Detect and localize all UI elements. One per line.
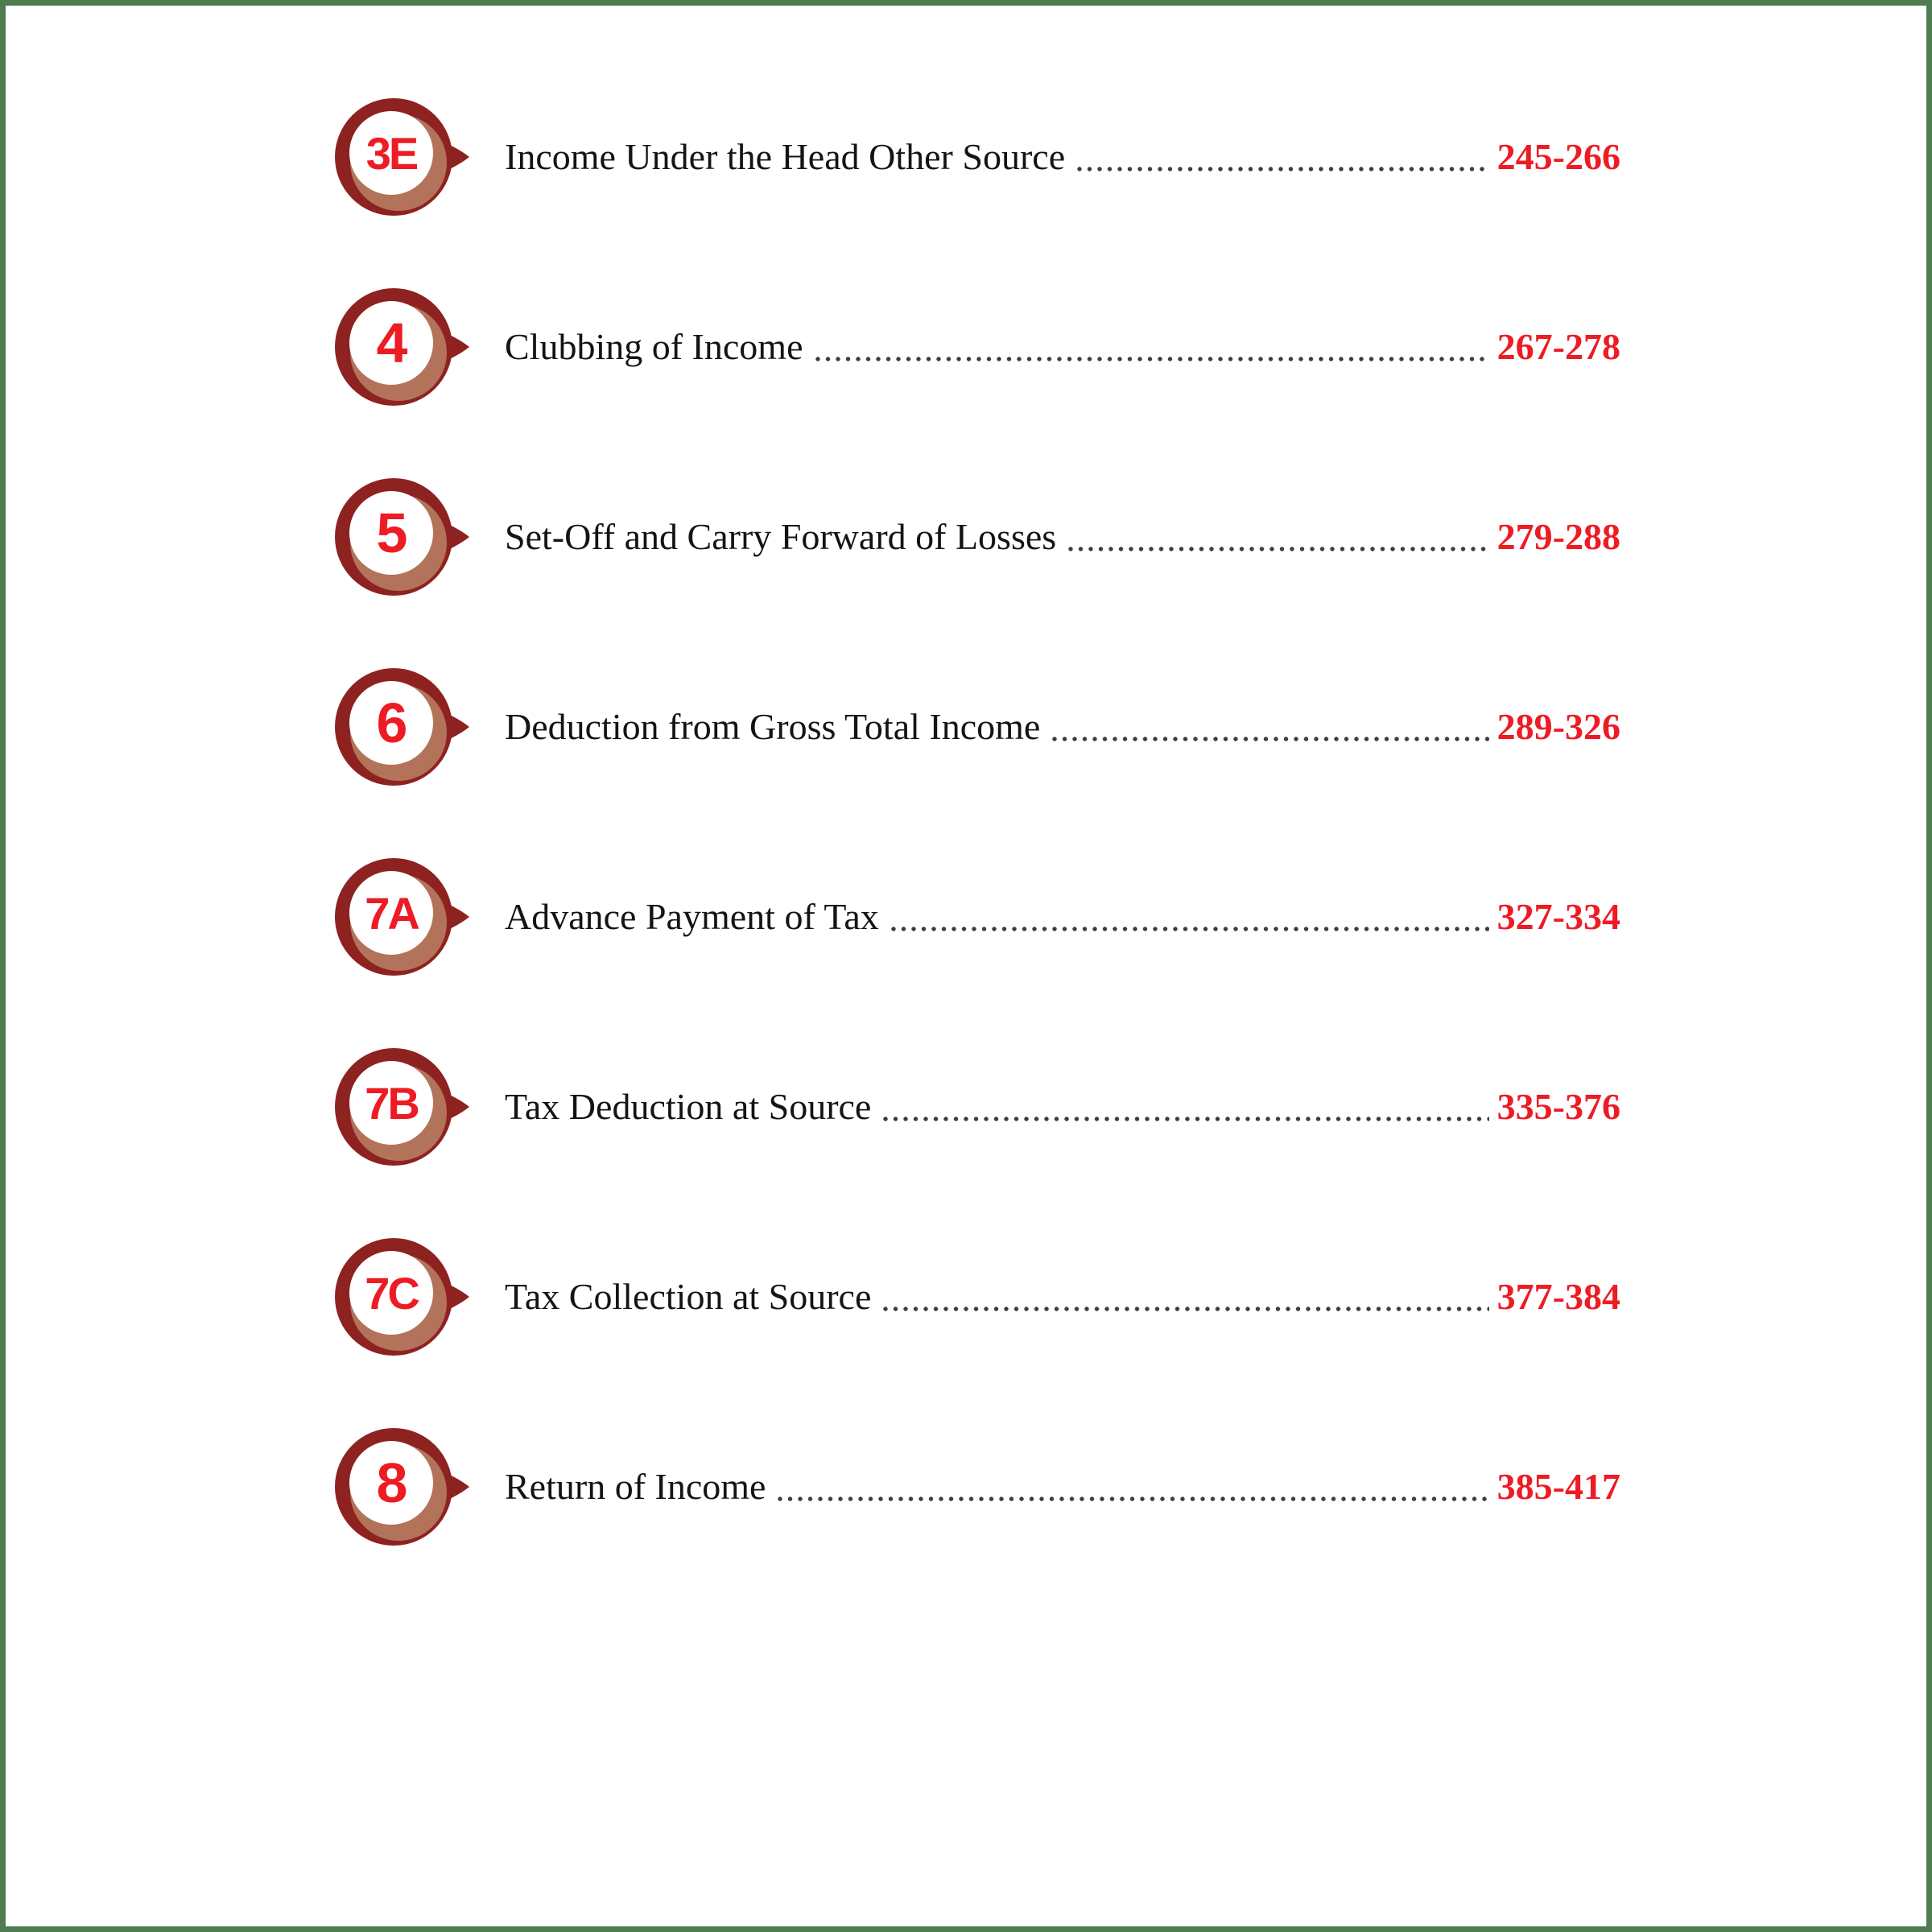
chapter-badge	[334, 857, 477, 977]
chapter-title: Tax Deduction at Source	[505, 1086, 872, 1127]
chapter-badge	[334, 477, 477, 597]
chapter-page-range: 385-417	[1496, 1466, 1620, 1507]
chapter-number: 4	[376, 312, 407, 374]
dotted-leader	[1067, 543, 1489, 555]
chapter-badge	[334, 97, 477, 217]
toc-row	[334, 1012, 1620, 1202]
chapter-badge	[334, 667, 477, 787]
dotted-leader	[882, 1303, 1488, 1315]
dotted-leader	[1076, 163, 1489, 175]
chapter-page-range: 245-266	[1496, 136, 1620, 177]
toc-row	[334, 822, 1620, 1012]
toc-row	[334, 632, 1620, 822]
chapter-page-range: 335-376	[1496, 1086, 1620, 1127]
dotted-leader	[890, 923, 1489, 935]
chapter-number: 8	[376, 1451, 407, 1514]
chapter-page-range: 279-288	[1496, 516, 1620, 557]
dotted-leader	[1051, 733, 1488, 745]
chapter-title: Advance Payment of Tax	[505, 896, 879, 937]
chapter-title: Tax Collection at Source	[505, 1276, 872, 1317]
toc-row	[334, 1202, 1620, 1392]
chapter-title: Income Under the Head Other Source	[505, 136, 1066, 177]
chapter-badge	[334, 1236, 477, 1357]
chapter-title: Return of Income	[505, 1466, 766, 1507]
dotted-leader	[882, 1113, 1488, 1125]
chapter-page-range: 267-278	[1496, 326, 1620, 367]
chapter-title: Set-Off and Carry Forward of Losses	[505, 516, 1057, 557]
chapter-badge	[334, 1046, 477, 1167]
chapter-number: 5	[376, 502, 407, 564]
dotted-leader	[815, 353, 1489, 365]
chapter-badge	[334, 1426, 477, 1547]
dotted-leader	[777, 1493, 1488, 1505]
toc-row	[334, 62, 1620, 252]
toc-row	[334, 442, 1620, 632]
chapter-page-range: 377-384	[1496, 1276, 1620, 1317]
chapter-number: 7A	[365, 887, 418, 939]
chapter-number: 7B	[365, 1077, 418, 1129]
toc-row	[334, 1392, 1620, 1582]
chapter-number: 6	[376, 691, 407, 754]
chapter-badge	[334, 287, 477, 407]
chapter-title: Deduction from Gross Total Income	[505, 706, 1041, 747]
toc-list	[6, 6, 1926, 1582]
chapter-number: 3E	[365, 127, 417, 179]
chapter-page-range: 327-334	[1496, 896, 1620, 937]
chapter-number: 7C	[365, 1267, 418, 1319]
toc-row	[334, 252, 1620, 442]
chapter-page-range: 289-326	[1496, 706, 1620, 747]
chapter-title: Clubbing of Income	[505, 326, 803, 367]
